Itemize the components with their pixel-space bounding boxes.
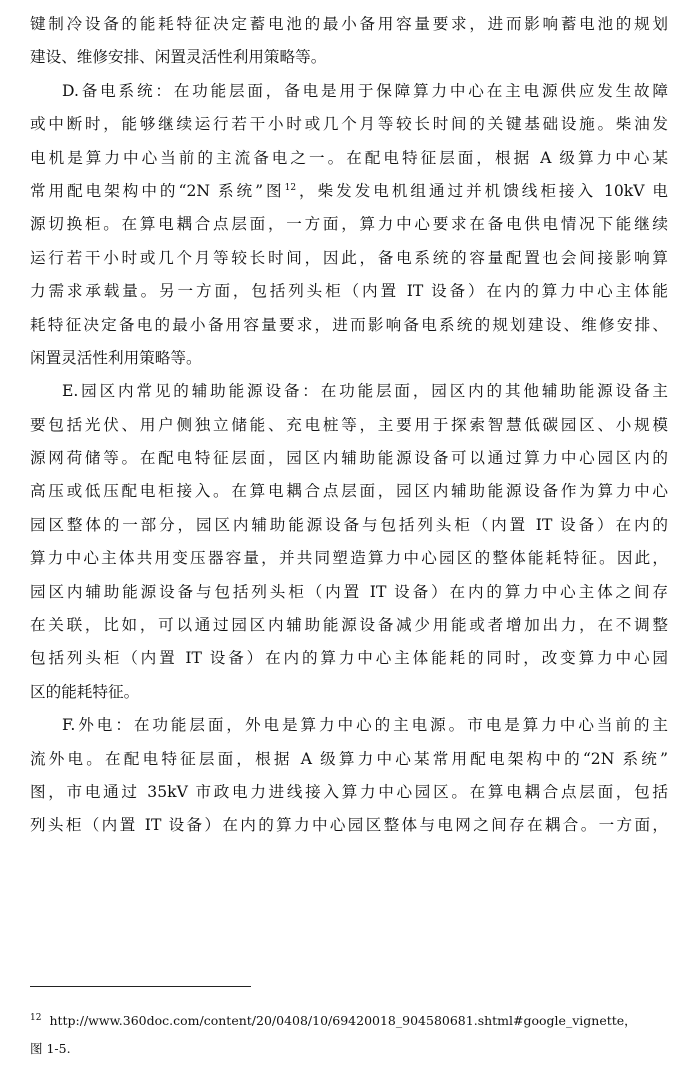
body-line: 键制冷设备的能耗特征决定蓄电池的最小备用容量要求，进而影响蓄电池的规划 <box>30 15 668 33</box>
body-line: 源网荷储等。在配电特征层面，园区内辅助能源设备可以通过算力中心园区内的 <box>30 449 668 468</box>
document-body <box>30 8 668 843</box>
body-line: 列头柜（内置 IT 设备）在内的算力中心园区整体与电网之间存在耦合。一方面， <box>30 816 668 835</box>
body-line: 或中断时，能够继续运行若干小时或几个月等较长时间的关键基础设施。柴油发 <box>30 115 668 134</box>
footnote-12-continuation <box>30 1040 670 1058</box>
body-line: 区的能耗特征。 <box>30 682 140 701</box>
paragraph-e-first-line: E.园区内常见的辅助能源设备：在功能层面，园区内的其他辅助能源设备主 <box>62 382 668 401</box>
body-line: 源切换柜。在算电耦合点层面，一方面，算力中心要求在备电供电情况下能继续 <box>30 215 668 234</box>
body-line: 图，市电通过 35kV 市政电力进线接入算力中心园区。在算电耦合点层面，包括 <box>30 782 668 801</box>
body-line: 在关联，比如，可以通过园区内辅助能源设备减少用能或者增加出力，在不调整 <box>30 616 668 635</box>
footnote-reference[interactable]: 12 <box>284 182 297 193</box>
body-line: 电机是算力中心当前的主流备电之一。在配电特征层面，根据 A 级算力中心某 <box>30 148 668 167</box>
footnote-figure-label: 图 1-5. <box>30 1041 71 1056</box>
body-line: 要包括光伏、用户侧独立储能、充电桩等，主要用于探索智慧低碳园区、小规模 <box>30 415 668 434</box>
body-line: 包括列头柜（内置 IT 设备）在内的算力中心主体能耗的同时，改变算力中心园 <box>30 649 668 668</box>
body-line: 耗特征决定备电的最小备用容量要求，进而影响备电系统的规划建设、维修安排、 <box>30 315 668 334</box>
footnote-separator <box>30 986 251 987</box>
body-line: 园区内辅助能源设备与包括列头柜（内置 IT 设备）在内的算力中心主体之间存 <box>30 582 668 601</box>
line-text-before-ref: 常用配电架构中的“2N 系统”图 <box>30 181 285 200</box>
body-line: 运行若干小时或几个月等较长时间，因此，备电系统的容量配置也会间接影响算 <box>30 248 668 267</box>
body-line: 闲置灵活性利用策略等。 <box>30 348 202 367</box>
paragraph-f-first-line: F.外电：在功能层面，外电是算力中心的主电源。市电是算力中心当前的主 <box>62 716 668 735</box>
body-line: 建设、维修安排、闲置灵活性利用策略等。 <box>30 48 327 67</box>
body-line: 力需求承载量。另一方面，包括列头柜（内置 IT 设备）在内的算力中心主体能 <box>30 282 668 301</box>
body-line: 算力中心主体共用变压器容量，并共同塑造算力中心园区的整体能耗特征。因此， <box>30 549 668 568</box>
footnote-number: 12 <box>30 1013 42 1023</box>
footnote-12 <box>30 1009 670 1030</box>
line-text-after-ref: ，柴发发电机组通过并机馈线柜接入 10kV 电 <box>296 181 668 200</box>
body-line-with-footnote-ref <box>30 175 668 208</box>
footnote-url-link[interactable]: http://www.360doc.com/content/20/0408/10/69420018_904580681.shtml#google_vignette， <box>49 1013 637 1029</box>
body-line: 园区整体的一部分，园区内辅助能源设备与包括列头柜（内置 IT 设备）在内的 <box>30 515 668 534</box>
body-line: 流外电。在配电特征层面，根据 A 级算力中心某常用配电架构中的“2N 系统” <box>30 749 668 768</box>
paragraph-d-first-line: D.备电系统：在功能层面，备电是用于保障算力中心在主电源供应发生故障 <box>62 81 668 100</box>
body-line: 高压或低压配电柜接入。在算电耦合点层面，园区内辅助能源设备作为算力中心 <box>30 482 668 501</box>
